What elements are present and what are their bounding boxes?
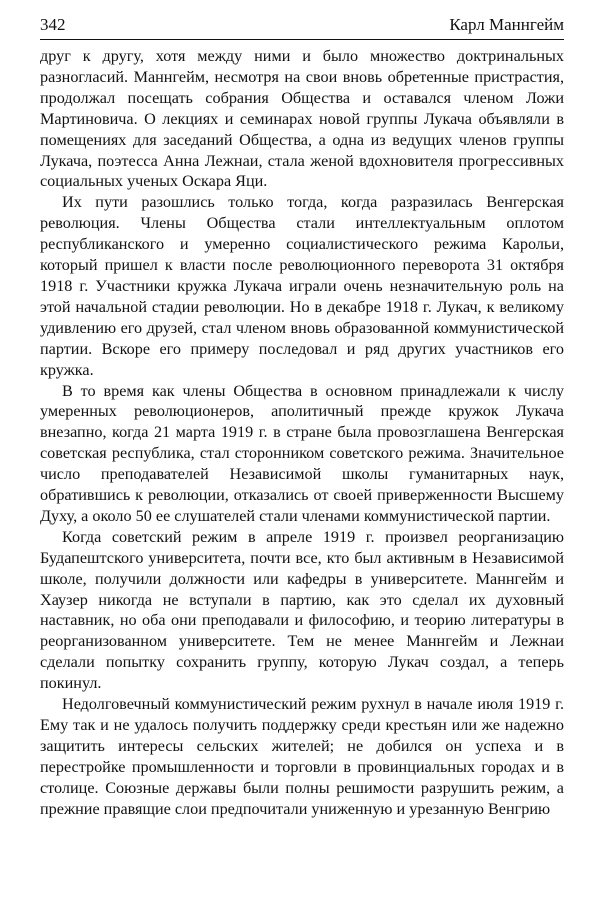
- paragraph-continuation: друг к другу, хотя между ними и было множество доктринальных разногласий. Маннгейм, несмотря на свои вновь обретенные пристрастия, продолжал посещать собрания Общества и оставался членом Ложи Мартиновича. О лекциях и семинарах новой группы Лукача объявляли в помещениях для заседаний Общества, а одна из ведущих членов группы Лукача, поэтесса Анна Лежнаи, стала женой вдохновителя прогрессивных социальных ученых Оскара Яци.: [40, 47, 564, 191]
- body-text: [40, 46, 564, 820]
- running-head: [40, 14, 564, 40]
- paragraph: Когда советский режим в апреле 1919 г. произвел реорганизацию Будапештского университета, почти все, кто был активным в Независимой школе, получили должности или кафедры в университете. Маннгейм и Хаузер никогда не вступали в партию, как это сделал их духовный наставник, но оба они преподавали и философию, и теорию литературы в реорганизованном университете. Тем не менее Маннгейм и Лежнаи сделали попытку сохранить группу, которую Лукач создал, а теперь покинул.: [40, 527, 564, 693]
- book-page: [40, 14, 564, 894]
- page-number: 342: [40, 15, 66, 34]
- paragraph: Недолговечный коммунистический режим рухнул в начале июля 1919 г. Ему так и не удалось получить поддержку среди крестьян или же надежно защитить интересы сельских жителей; не добился он успеха и в перестройке промышленности и торговли в провинциальных городах и в столице. Союзные державы были полны решимости разрушить режим, а прежние правящие слои предпочитали униженную и урезанную Венгрию: [40, 695, 564, 818]
- running-title: Карл Маннгейм: [449, 15, 564, 34]
- paragraph: Их пути разошлись только тогда, когда разразилась Венгерская революция. Члены Общества стали интеллектуальным оплотом республиканского и умеренно социалистического режима Карольи, который пришел к власти после революционного переворота 31 октября 1918 г. Участники кружка Лукача играли очень незначительную роль на этой начальной стадии революции. Но в декабре 1918 г. Лукач, к великому удивлению его друзей, стал членом вновь образованной коммунистической партии. Вскоре его примеру последовал и ряд других участников его кружка.: [40, 193, 564, 379]
- paragraph: В то время как члены Общества в основном принадлежали к числу умеренных революционеров, аполитичный прежде кружок Лукача внезапно, когда 21 марта 1919 г. в стране была провозглашена Венгерская советская республика, стал сторонником советского режима. Значительное число преподавателей Независимой школы гуманитарных наук, обратившись к революции, отказались от своей приверженности Высшему Духу, а около 50 ее слушателей стали членами коммунистической партии.: [40, 381, 564, 525]
